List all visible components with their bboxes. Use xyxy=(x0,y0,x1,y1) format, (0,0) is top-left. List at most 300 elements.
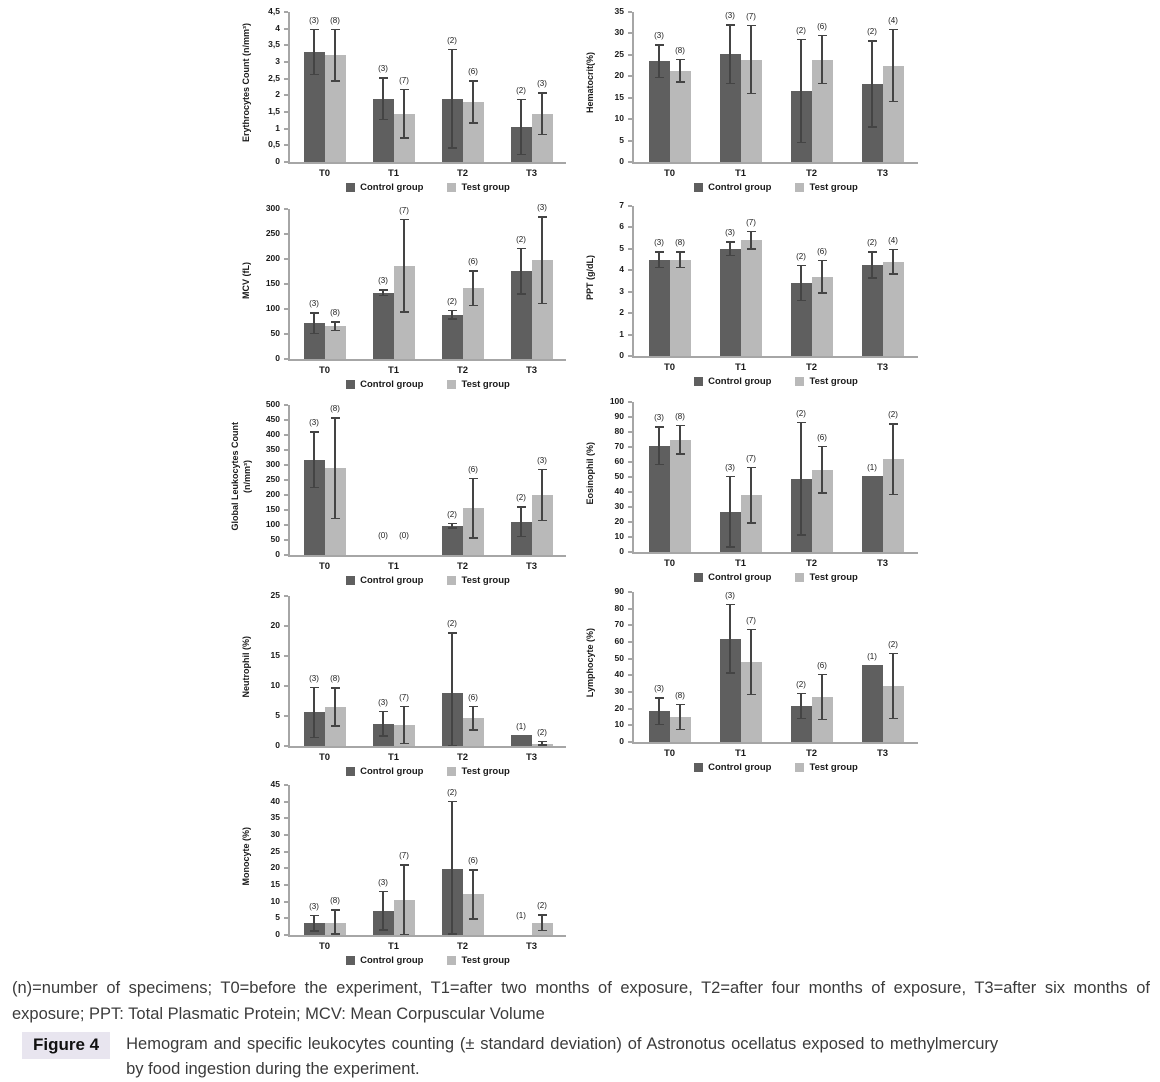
y-tick-label: 70 xyxy=(614,441,624,451)
error-bar-line xyxy=(729,604,731,674)
plot-area xyxy=(288,12,566,164)
legend-label-control: Control group xyxy=(360,955,424,966)
error-bar-cap xyxy=(331,330,340,332)
error-bar-cap xyxy=(797,422,806,424)
y-tick-label: 150 xyxy=(265,504,280,514)
y-tick-label: 5 xyxy=(619,134,624,145)
y-tick-label: 20 xyxy=(614,702,624,713)
n-specimens-label: (8) xyxy=(330,15,340,25)
error-bar-cap xyxy=(469,706,478,708)
error-bar-line xyxy=(750,231,752,250)
figure-caption-text: Hemogram and specific leukocytes counting (± standard deviation) of Astronotus ocellatus exposed to methylmercury by food ingestion during the experiment. xyxy=(126,1035,999,1078)
y-tick-label: 0 xyxy=(275,353,280,363)
n-specimens-label: (7) xyxy=(746,217,756,227)
chart-monocyte xyxy=(234,777,566,966)
error-bar-cap xyxy=(469,478,478,480)
error-bar xyxy=(818,35,827,85)
error-bar-cap xyxy=(469,122,478,124)
error-bar-line xyxy=(729,24,731,84)
legend-label-control: Control group xyxy=(360,182,424,193)
error-bar-cap xyxy=(726,83,735,85)
chart-legend xyxy=(290,766,566,777)
error-bar-cap xyxy=(818,35,827,37)
y-tick-label: 40 xyxy=(614,669,624,680)
x-tick-label-t3: T3 xyxy=(525,752,538,763)
error-bar-cap xyxy=(400,706,409,708)
error-bar-cap xyxy=(538,303,547,305)
error-bar-cap xyxy=(469,729,478,731)
x-tick-label-t0: T0 xyxy=(663,168,676,179)
plot-area xyxy=(288,203,566,361)
error-bar-cap xyxy=(538,134,547,136)
n-specimens-label: (2) xyxy=(888,639,898,649)
error-bar xyxy=(469,706,478,731)
error-bar-cap xyxy=(655,77,664,79)
control-swatch xyxy=(694,377,703,386)
x-tick-label-t2: T2 xyxy=(456,365,469,376)
error-bar-line xyxy=(313,915,315,932)
n-specimens-label: (2) xyxy=(516,493,526,503)
error-bar-cap xyxy=(747,93,756,95)
error-bar xyxy=(448,49,457,149)
x-tick-label-t3: T3 xyxy=(525,941,538,952)
error-bar-cap xyxy=(868,40,877,42)
chart-legend xyxy=(290,379,566,390)
y-tick-label: 1,5 xyxy=(268,106,280,116)
legend-label-test: Test group xyxy=(461,955,510,966)
error-bar xyxy=(448,632,457,746)
figure-label-badge: Figure 4 xyxy=(22,1032,110,1059)
x-axis-labels xyxy=(634,358,918,373)
error-bar-cap xyxy=(655,464,664,466)
figure-caption-block xyxy=(12,976,1150,1082)
test-swatch xyxy=(447,956,456,965)
error-bar-cap xyxy=(538,216,547,218)
x-tick-label-t2: T2 xyxy=(456,941,469,952)
error-bar-line xyxy=(472,869,474,920)
y-tick-label: 10 xyxy=(614,531,624,541)
error-bar-cap xyxy=(676,729,685,731)
y-tick-label: 1 xyxy=(619,328,624,339)
error-bar xyxy=(797,39,806,144)
error-bar xyxy=(726,241,735,256)
chart-main xyxy=(234,588,566,748)
error-bar-cap xyxy=(655,724,664,726)
n-specimens-label: (7) xyxy=(746,11,756,21)
error-bar-cap xyxy=(310,487,319,489)
y-tick-label: 1 xyxy=(275,122,280,133)
error-bar xyxy=(747,467,756,524)
y-axis-ticks xyxy=(602,586,632,746)
n-specimens-label: (2) xyxy=(867,238,877,247)
y-tick-label: 350 xyxy=(265,444,280,454)
legend-item-control xyxy=(346,182,423,193)
n-specimens-label: (8) xyxy=(675,690,685,700)
x-tick-label-t1: T1 xyxy=(387,168,400,179)
error-bar-cap xyxy=(726,476,735,478)
y-tick-label: 250 xyxy=(265,228,280,238)
error-bar-line xyxy=(658,251,660,268)
x-axis-labels xyxy=(634,164,918,179)
error-bar xyxy=(797,265,806,301)
y-tick-label: 300 xyxy=(265,459,280,469)
error-bar-line xyxy=(403,219,405,313)
test-swatch xyxy=(795,573,804,582)
legend-item-control xyxy=(346,955,423,966)
n-specimens-label: (2) xyxy=(516,85,526,95)
error-bar-cap xyxy=(379,77,388,79)
y-axis-label-line: Hematocrit(%) xyxy=(585,52,595,114)
error-bar-line xyxy=(334,417,336,519)
error-bar xyxy=(448,801,457,935)
n-specimens-label: (7) xyxy=(399,851,409,860)
figure-note: (n)=number of specimens; T0=before the experiment, T1=after two months of exposure, T2=after four months of exposure, T3=after six months of exposure; PPT: Total Plasmatic Protein; MCV: Mean Corpuscular Volume xyxy=(12,979,1150,1023)
error-bar-line xyxy=(821,674,823,721)
error-bar xyxy=(310,431,319,488)
y-tick-label: 35 xyxy=(270,812,280,823)
chart-hematocrit xyxy=(578,4,918,193)
error-bar-line xyxy=(520,248,522,295)
n-specimens-label: (6) xyxy=(817,21,827,31)
control-swatch xyxy=(346,767,355,776)
x-tick-label-t1: T1 xyxy=(734,558,747,569)
error-bar-cap xyxy=(818,446,827,448)
x-tick-label-t3: T3 xyxy=(876,558,889,569)
y-tick-label: 70 xyxy=(614,619,624,630)
y-tick-label: 30 xyxy=(614,686,624,696)
y-tick-label: 0 xyxy=(619,350,624,360)
y-tick-label: 300 xyxy=(265,203,280,213)
error-bar xyxy=(889,249,898,275)
y-tick-label: 25 xyxy=(614,48,624,59)
error-bar-cap xyxy=(517,99,526,101)
x-axis-labels xyxy=(634,744,918,759)
x-tick-label-t2: T2 xyxy=(805,168,818,179)
error-bar-cap xyxy=(331,321,340,323)
error-bar xyxy=(676,251,685,268)
n-specimens-label: (7) xyxy=(399,692,409,702)
control-swatch xyxy=(694,573,703,582)
error-bar-line xyxy=(382,77,384,120)
y-tick-label: 7 xyxy=(619,200,624,210)
error-bar-cap xyxy=(448,523,457,525)
n-specimens-label: (1) xyxy=(516,721,526,731)
error-bar-cap xyxy=(310,915,319,917)
error-bar-cap xyxy=(379,735,388,737)
y-tick-label: 0 xyxy=(275,929,280,939)
error-bar-cap xyxy=(676,425,685,427)
y-tick-label: 90 xyxy=(614,586,624,596)
y-tick-label: 450 xyxy=(265,414,280,424)
error-bar-cap xyxy=(797,39,806,41)
x-tick-label-t0: T0 xyxy=(663,558,676,569)
test-swatch xyxy=(795,183,804,192)
y-tick-label: 150 xyxy=(265,278,280,288)
chart-legend xyxy=(290,955,566,966)
error-bar xyxy=(448,310,457,320)
error-bar-line xyxy=(658,697,660,725)
error-bar-line xyxy=(892,29,894,103)
error-bar-line xyxy=(679,425,681,455)
legend-item-test xyxy=(447,575,509,586)
error-bar-cap xyxy=(448,933,457,935)
error-bar-cap xyxy=(797,693,806,695)
legend-item-test xyxy=(447,955,509,966)
y-tick-label: 3 xyxy=(275,56,280,66)
error-bar xyxy=(655,44,664,78)
y-tick-label: 80 xyxy=(614,426,624,436)
error-bar-line xyxy=(382,711,384,737)
error-bar-line xyxy=(800,265,802,301)
error-bar-cap xyxy=(379,891,388,893)
error-bar-line xyxy=(472,478,474,539)
error-bar-line xyxy=(679,59,681,83)
legend-item-control xyxy=(694,182,771,193)
test-bar-t1 xyxy=(741,240,762,356)
error-bar xyxy=(726,604,735,674)
error-bar-cap xyxy=(676,251,685,253)
error-bar-cap xyxy=(448,801,457,803)
error-bar-line xyxy=(472,270,474,306)
error-bar-cap xyxy=(400,311,409,313)
error-bar-cap xyxy=(448,49,457,51)
chart-main xyxy=(234,777,566,937)
error-bar xyxy=(655,697,664,725)
error-bar-cap xyxy=(379,119,388,121)
error-bar-cap xyxy=(747,694,756,696)
error-bar xyxy=(331,417,340,519)
n-specimens-label: (6) xyxy=(468,692,478,702)
error-bar-line xyxy=(541,914,543,931)
control-swatch xyxy=(346,956,355,965)
error-bar-cap xyxy=(818,719,827,721)
error-bar xyxy=(469,270,478,306)
n-specimens-label: (2) xyxy=(796,408,806,418)
legend-label-test: Test group xyxy=(809,376,858,387)
y-tick-label: 3 xyxy=(619,285,624,296)
error-bar-cap xyxy=(379,295,388,297)
error-bar-cap xyxy=(331,909,340,911)
error-bar-line xyxy=(451,801,453,935)
error-bar-line xyxy=(892,249,894,275)
n-specimens-label: (0) xyxy=(399,531,409,540)
n-specimens-label: (2) xyxy=(447,35,457,45)
error-bar-cap xyxy=(310,29,319,31)
error-bar-line xyxy=(800,422,802,536)
error-bar-cap xyxy=(517,293,526,295)
n-specimens-label: (3) xyxy=(654,684,664,693)
legend-label-control: Control group xyxy=(708,376,772,387)
error-bar xyxy=(818,446,827,494)
error-bar xyxy=(310,687,319,739)
y-axis-label-line: (n/mm³) xyxy=(242,459,252,493)
n-specimens-label: (1) xyxy=(867,462,877,472)
n-specimens-label: (3) xyxy=(725,228,735,238)
n-specimens-label: (2) xyxy=(516,234,526,244)
legend-label-test: Test group xyxy=(809,762,858,773)
n-specimens-label: (2) xyxy=(447,619,457,628)
test-bar-t0 xyxy=(670,440,691,553)
y-tick-label: 35 xyxy=(614,6,624,16)
error-bar-line xyxy=(658,426,660,465)
error-bar-cap xyxy=(310,737,319,739)
y-axis-label-line: Global Leukocytes Count xyxy=(230,421,240,531)
y-tick-label: 40 xyxy=(614,486,624,496)
error-bar xyxy=(331,687,340,727)
n-specimens-label: (3) xyxy=(725,590,735,600)
error-bar-cap xyxy=(379,289,388,291)
n-specimens-label: (3) xyxy=(378,64,388,73)
error-bar-cap xyxy=(655,44,664,46)
y-tick-label: 0 xyxy=(619,546,624,556)
legend-item-test xyxy=(795,376,857,387)
error-bar-cap xyxy=(747,522,756,524)
y-tick-label: 2 xyxy=(619,307,624,318)
error-bar-cap xyxy=(310,687,319,689)
error-bar xyxy=(818,260,827,294)
y-tick-label: 2 xyxy=(275,89,280,100)
error-bar-cap xyxy=(676,453,685,455)
error-bar-cap xyxy=(331,725,340,727)
chart-legend xyxy=(290,182,566,193)
legend-label-test: Test group xyxy=(809,182,858,193)
legend-item-control xyxy=(694,762,771,773)
legend-item-control xyxy=(694,572,771,583)
error-bar-cap xyxy=(747,25,756,27)
n-specimens-label: (8) xyxy=(330,308,340,317)
error-bar-line xyxy=(892,653,894,720)
control-bar-t2 xyxy=(442,315,463,360)
error-bar-line xyxy=(892,423,894,495)
legend-label-control: Control group xyxy=(360,379,424,390)
error-bar-cap xyxy=(655,251,664,253)
error-bar-cap xyxy=(868,277,877,279)
error-bar xyxy=(538,741,547,746)
chart-ppt-g-dl xyxy=(578,198,918,387)
n-specimens-label: (8) xyxy=(675,411,685,421)
x-tick-label-t3: T3 xyxy=(876,362,889,373)
error-bar xyxy=(379,77,388,120)
error-bar xyxy=(400,89,409,139)
error-bar-line xyxy=(334,909,336,935)
error-bar xyxy=(538,469,547,522)
error-bar xyxy=(469,478,478,539)
error-bar-cap xyxy=(889,29,898,31)
error-bar xyxy=(310,915,319,932)
control-swatch xyxy=(346,183,355,192)
error-bar-cap xyxy=(889,273,898,275)
y-axis-label xyxy=(224,397,258,555)
x-tick-label-t1: T1 xyxy=(387,561,400,572)
error-bar-cap xyxy=(889,494,898,496)
chart-erythrocytes-count-n-mm xyxy=(234,4,566,193)
n-specimens-label: (3) xyxy=(654,413,664,422)
y-tick-label: 4,5 xyxy=(268,6,280,16)
error-bar-cap xyxy=(676,704,685,706)
y-tick-label: 50 xyxy=(270,328,280,338)
error-bar xyxy=(448,523,457,529)
error-bar-cap xyxy=(538,520,547,522)
chart-main xyxy=(224,397,566,557)
control-bar-t1 xyxy=(720,249,741,356)
n-specimens-label: (8) xyxy=(675,45,685,55)
error-bar-line xyxy=(750,467,752,524)
control-swatch xyxy=(694,763,703,772)
error-bar-cap xyxy=(889,718,898,720)
y-tick-label: 4 xyxy=(619,264,624,275)
error-bar-cap xyxy=(889,101,898,103)
error-bar-cap xyxy=(310,930,319,932)
legend-label-test: Test group xyxy=(809,572,858,583)
error-bar-line xyxy=(520,506,522,537)
x-tick-label-t0: T0 xyxy=(318,561,331,572)
n-specimens-label: (0) xyxy=(378,531,388,540)
error-bar-cap xyxy=(726,24,735,26)
chart-main xyxy=(578,584,918,744)
error-bar-cap xyxy=(889,423,898,425)
n-specimens-label: (8) xyxy=(330,404,340,413)
plot-area xyxy=(288,785,566,937)
x-tick-label-t0: T0 xyxy=(318,941,331,952)
x-axis-labels xyxy=(290,164,566,179)
control-bar-t3 xyxy=(862,476,883,553)
x-tick-label-t0: T0 xyxy=(663,362,676,373)
error-bar-cap xyxy=(400,743,409,745)
x-tick-label-t2: T2 xyxy=(456,168,469,179)
y-tick-label: 500 xyxy=(265,399,280,409)
plot-area xyxy=(288,405,566,557)
test-swatch xyxy=(447,576,456,585)
error-bar-cap xyxy=(517,154,526,156)
x-tick-label-t1: T1 xyxy=(387,365,400,376)
y-axis-label xyxy=(234,588,258,746)
n-specimens-label: (3) xyxy=(378,877,388,887)
n-specimens-label: (1) xyxy=(867,651,877,661)
error-bar-line xyxy=(520,99,522,156)
error-bar-cap xyxy=(469,537,478,539)
error-bar xyxy=(655,251,664,268)
n-specimens-label: (2) xyxy=(447,787,457,797)
n-specimens-label: (4) xyxy=(888,15,898,25)
test-swatch xyxy=(795,377,804,386)
y-tick-label: 45 xyxy=(270,779,280,789)
error-bar xyxy=(331,321,340,331)
error-bar-line xyxy=(472,706,474,731)
error-bar xyxy=(797,693,806,720)
n-specimens-label: (3) xyxy=(725,11,735,20)
error-bar xyxy=(400,864,409,935)
error-bar xyxy=(538,914,547,931)
error-bar-cap xyxy=(747,467,756,469)
test-bar-t0 xyxy=(670,71,691,162)
legend-item-test xyxy=(447,379,509,390)
error-bar xyxy=(655,426,664,465)
error-bar-line xyxy=(313,312,315,334)
error-bar-line xyxy=(313,431,315,488)
error-bar xyxy=(379,289,388,296)
error-bar-cap xyxy=(310,312,319,314)
error-bar-cap xyxy=(676,59,685,61)
n-specimens-label: (6) xyxy=(817,432,827,442)
chart-legend xyxy=(290,575,566,586)
y-tick-label: 15 xyxy=(270,879,280,889)
chart-neutrophil xyxy=(234,588,566,777)
x-tick-label-t1: T1 xyxy=(387,752,400,763)
y-tick-label: 30 xyxy=(614,501,624,511)
error-bar-cap xyxy=(868,251,877,253)
n-specimens-label: (3) xyxy=(537,203,547,212)
legend-label-test: Test group xyxy=(461,379,510,390)
